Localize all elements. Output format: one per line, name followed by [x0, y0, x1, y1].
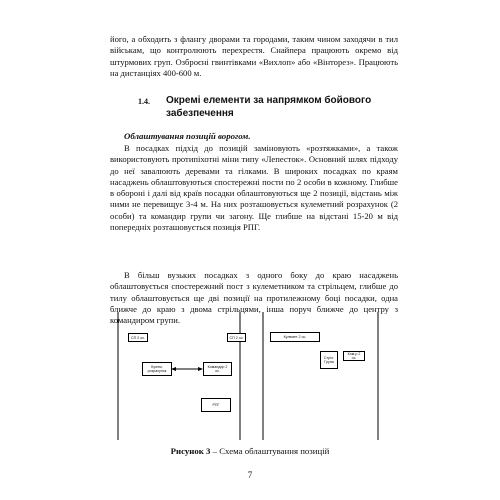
observation-post-narrow: Кулемет 2 ос.	[270, 332, 320, 342]
paragraph-3: В більш вузьких посадках з одного боку до краю насаджень облаштовується спостережний пост з кулеметником та стрільцем, глибше до тилу облаштовується ще дві позиції на протилежному боці посадки, одна ближче до краю з двома стрільцями, інша поруч ближче до центру з командиром групи.	[110, 270, 398, 326]
section-number: 1.4.	[138, 97, 150, 106]
section-title: Окремі елементи за напрямком бойового забезпечення	[166, 95, 372, 119]
observation-post-right: СП 2 ос.	[227, 333, 246, 342]
machine-gun-position: Кулем. розрахунок	[142, 362, 172, 376]
rpg-position: РПГ	[201, 398, 231, 412]
commander-position: Командир 2 ос.	[203, 362, 232, 376]
figure-caption-text: – Схема облаштування позицій	[210, 446, 330, 456]
paragraph-1: його, а обходить з флангу дворами та городами, таким чином заходячи в тил військам, що контролюють перехрестя. Снайпера працюють окремо від штурмових груп. Озброєні гвинтівками «Вихлоп» або «Вінторез». Працюють на дистанціях 400-600 м.	[110, 34, 398, 78]
page-number: 7	[247, 470, 253, 480]
figure-caption	[0, 446, 500, 456]
observation-post-left: СП 2 ос.	[128, 333, 148, 342]
narrow-commander-position: Ком-р 2 ос.	[343, 351, 365, 361]
paragraph-2: В посадках підхід до позицій заміновують «розтяжками», а також використовують протипіхотні міни типу «Лепесток». Основний шлях підходу до неї завалюють деревами та гілками. В широких посадках по краям насаджень облаштовуються спостережні пости по 2 особи в кожному. Глибше в обороні і далі від країв посадки облаштовуються ще 2 позиції, відстань між ними не перевищує 3-4 м. На них розташовується кулеметний розрахунок (2 особи) та командир групи чи загону. Ще глибше на відстані 15-20 м від попередніх розташовується позиція РПГ.	[110, 143, 398, 233]
figure-label: Рисунок 3	[170, 446, 211, 456]
shooter-group-position: Стріл. Група	[320, 351, 338, 369]
subsection-title: Облаштування позицій ворогом.	[124, 131, 251, 141]
